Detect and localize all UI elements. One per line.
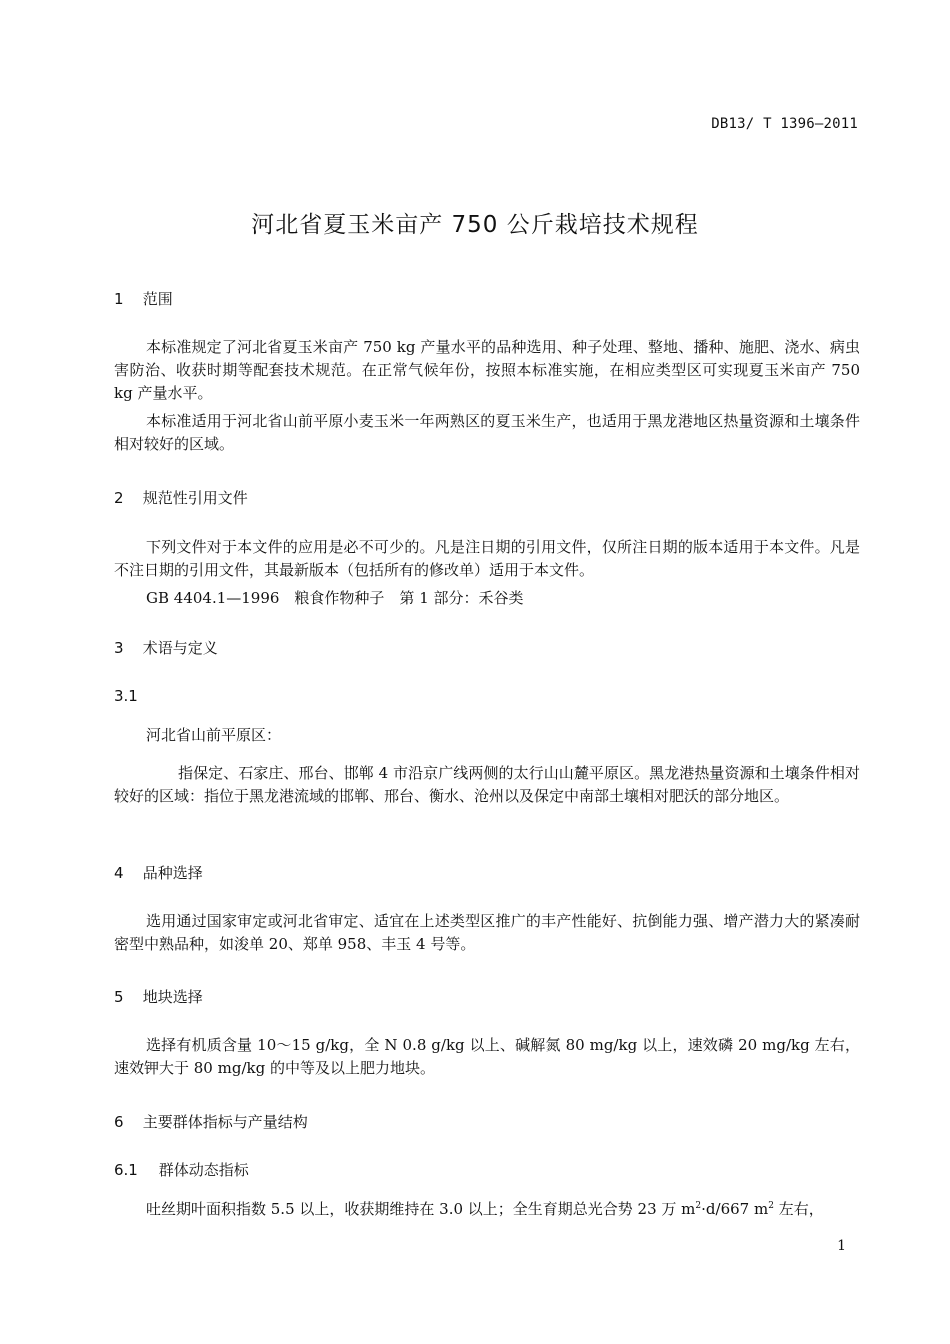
term-definition: 指保定、石家庄、邢台、邯郸 4 市沿京广线两侧的太行山山麓平原区。黑龙港热量资源和土壤条件相对较好的区域：指位于黑龙港流域的邯郸、邢台、衡水、沧州以及保定中南部土壤相对肥沃的部分地区。	[114, 764, 860, 805]
text-fragment: ·d/667 m	[701, 1200, 769, 1218]
subsection-6-1-paragraph	[114, 1195, 860, 1221]
section-title: 主要群体指标与产量结构	[142, 1113, 308, 1131]
document-code: DB13/ T 1396—2011	[711, 116, 858, 132]
normative-reference: GB 4404.1—1996 粮食作物种子 第 1 部分：禾谷类	[146, 589, 524, 607]
term-name: 河北省山前平原区：	[146, 726, 282, 744]
text-fragment: 左右，	[773, 1200, 824, 1218]
section-number: 6	[114, 1113, 124, 1131]
document-title: 河北省夏玉米亩产 750 公斤栽培技术规程	[251, 212, 699, 238]
section-6-heading	[114, 1111, 308, 1132]
section-title: 规范性引用文件	[142, 489, 248, 507]
section-4-paragraph-1: 选用通过国家审定或河北省审定、适宜在上述类型区推广的丰产性能好、抗倒能力强、增产潜力大的紧凑耐密型中熟品种，如浚单 20、郑单 958、丰玉 4 号等。	[114, 912, 860, 953]
superscript: 2	[695, 1201, 702, 1211]
section-number: 2	[114, 489, 124, 507]
section-4-heading	[114, 862, 203, 883]
section-1-paragraph-1: 本标准规定了河北省夏玉米亩产 750 kg 产量水平的品种选用、种子处理、整地、播种、施肥、浇水、病虫害防治、收获时期等配套技术规范。在正常气候年份，按照本标准实施，在相应类型区可实现夏玉米亩产 750 kg 产量水平。	[114, 338, 860, 402]
section-number: 3	[114, 639, 124, 657]
section-5-paragraph-1: 选择有机质含量 10～15 g/kg，全 N 0.8 g/kg 以上、碱解氮 80 mg/kg 以上，速效磷 20 mg/kg 左右，速效钾大于 80 mg/kg 的中等及以上肥力地块。	[114, 1036, 860, 1077]
text-fragment: 吐丝期叶面积指数 5.5 以上，收获期维持在 3.0 以上；全生育期总光合势 23 万 m	[146, 1200, 696, 1218]
section-number: 4	[114, 864, 124, 882]
section-1-paragraph-2: 本标准适用于河北省山前平原小麦玉米一年两熟区的夏玉米生产，也适用于黑龙港地区热量资源和土壤条件相对较好的区域。	[114, 412, 860, 453]
section-2-paragraph-1: 下列文件对于本文件的应用是必不可少的。凡是注日期的引用文件，仅所注日期的版本适用于本文件。凡是不注日期的引用文件，其最新版本（包括所有的修改单）适用于本文件。	[114, 538, 860, 579]
section-5-heading	[114, 986, 203, 1007]
section-number: 1	[114, 290, 124, 308]
page-number: 1	[837, 1238, 846, 1254]
section-number: 5	[114, 988, 124, 1006]
section-2-heading	[114, 487, 248, 508]
section-title: 术语与定义	[142, 639, 218, 657]
subsection-title: 群体动态指标	[158, 1161, 249, 1179]
section-3-heading	[114, 637, 218, 658]
subsection-number: 6.1	[114, 1161, 138, 1179]
subsection-3-1-number: 3.1	[114, 687, 138, 705]
superscript: 2	[768, 1201, 774, 1211]
section-title: 品种选择	[142, 864, 203, 882]
section-title: 范围	[142, 290, 173, 308]
subsection-6-1-heading	[114, 1159, 249, 1180]
section-1-heading	[114, 288, 173, 309]
section-title: 地块选择	[142, 988, 203, 1006]
